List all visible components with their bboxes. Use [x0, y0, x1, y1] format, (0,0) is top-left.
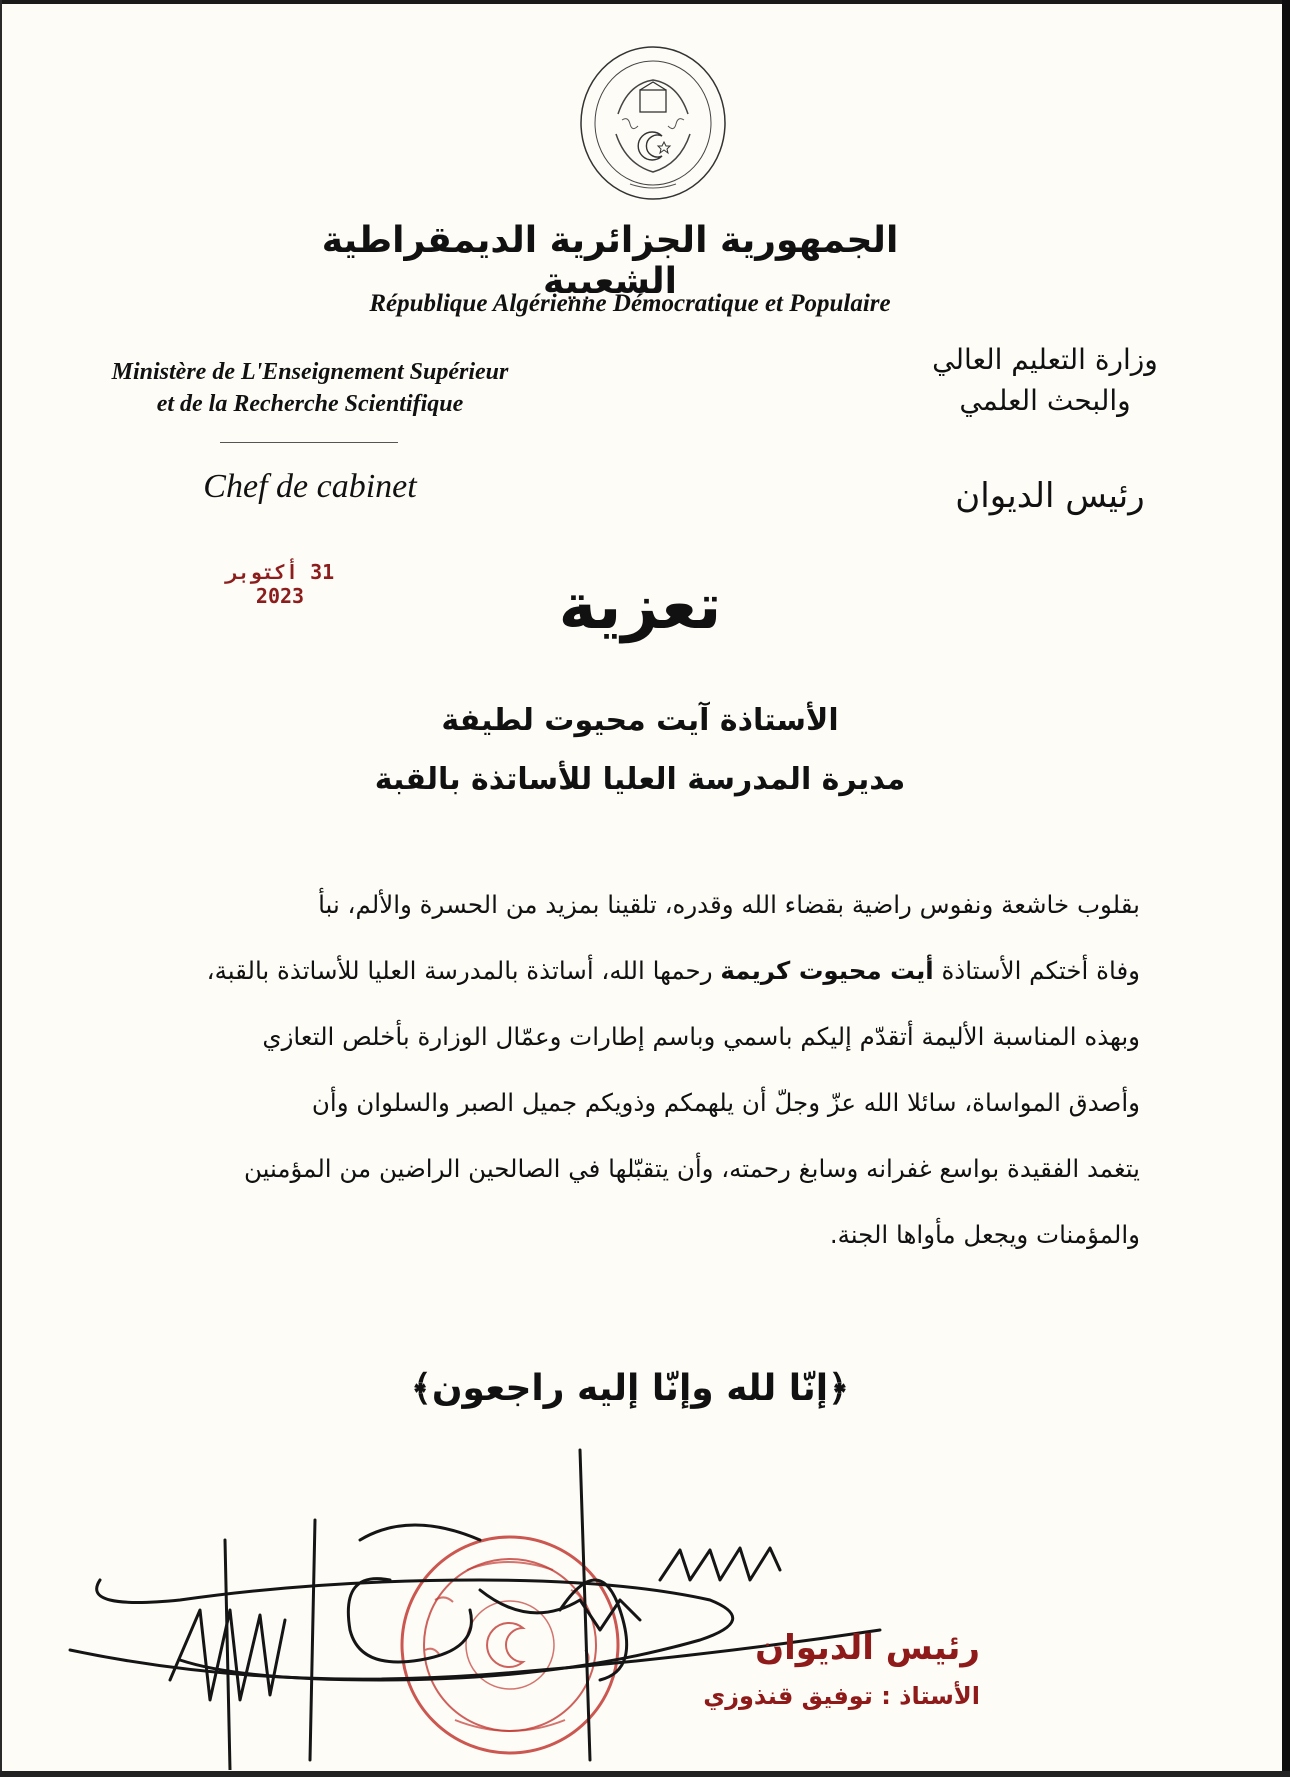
- signer-title: رئيس الديوان: [755, 1628, 980, 1668]
- body-line-6: والمؤمنات ويجعل مأواها الجنة.: [829, 1220, 1140, 1249]
- ministry-arabic-line-2: والبحث العلمي: [959, 383, 1131, 417]
- condolence-body: [150, 872, 1140, 1268]
- date-stamp: 31 أكتوبر 2023: [225, 560, 335, 608]
- handwritten-signature: [60, 1430, 960, 1770]
- signer-name: الأستاذ : توفيق قنذوزي: [703, 1682, 980, 1710]
- quran-verse: ﴿إنّا لله وإنّا إليه راجعون﴾: [410, 1368, 850, 1409]
- document-title: تعزية: [558, 570, 722, 644]
- ministry-name-french: [60, 356, 560, 421]
- scan-border-top: [0, 0, 1290, 4]
- state-emblem-icon: [578, 44, 728, 202]
- body-line-1: بقلوب خاشعة ونفوس راضية بقضاء الله وقدره، تلقينا بمزيد من الحسرة والألم، نبأ: [318, 890, 1140, 919]
- scan-border-bottom: [0, 1771, 1290, 1777]
- recipient-block: [300, 692, 980, 809]
- office-title-arabic: رئيس الديوان: [955, 476, 1145, 516]
- ministry-french-line-2: et de la Recherche Scientifique: [156, 391, 464, 418]
- recipient-position: مديرة المدرسة العليا للأساتذة بالقبة: [374, 761, 906, 797]
- body-line-4: وأصدق المواساة، سائلا الله عزّ وجلّ أن يلهمكم وذويكم جميل الصبر والسلوان وأن: [311, 1088, 1140, 1117]
- office-title-french: Chef de cabinet: [203, 468, 417, 505]
- deceased-name: أيت محيوت كريمة: [720, 956, 934, 985]
- body-line-5: يتغمد الفقيدة بواسع غفرانه وسابغ رحمته، وأن يتقبّلها في الصالحين الراضين من المؤمنين: [243, 1154, 1140, 1183]
- recipient-name: الأستاذة آيت محيوت لطيفة: [441, 703, 839, 738]
- scan-border-right: [1282, 0, 1290, 1777]
- body-line-2-start: وفاة أختكم الأستاذة: [933, 956, 1140, 985]
- ministry-arabic-line-1: وزارة التعليم العالي: [932, 343, 1158, 376]
- ministry-french-line-1: Ministère de L'Enseignement Supérieur: [111, 359, 509, 385]
- body-line-2: [150, 938, 1140, 1004]
- scan-border-left: [0, 0, 2, 1777]
- body-line-3: وبهذه المناسبة الأليمة أتقدّم إليكم باسمي وباسم إطارات وعمّال الوزارة بأخلص التعازي: [262, 1022, 1140, 1051]
- divider: [220, 442, 398, 443]
- ministry-name-arabic: [880, 340, 1210, 421]
- republic-name-french: République Algérienne Démocratique et Populaire: [369, 290, 891, 317]
- republic-name-arabic: الجمهورية الجزائرية الديمقراطية الشعبية: [321, 220, 899, 302]
- body-line-2-end: رحمها الله، أساتذة بالمدرسة العليا للأساتذة بالقبة،: [206, 956, 721, 985]
